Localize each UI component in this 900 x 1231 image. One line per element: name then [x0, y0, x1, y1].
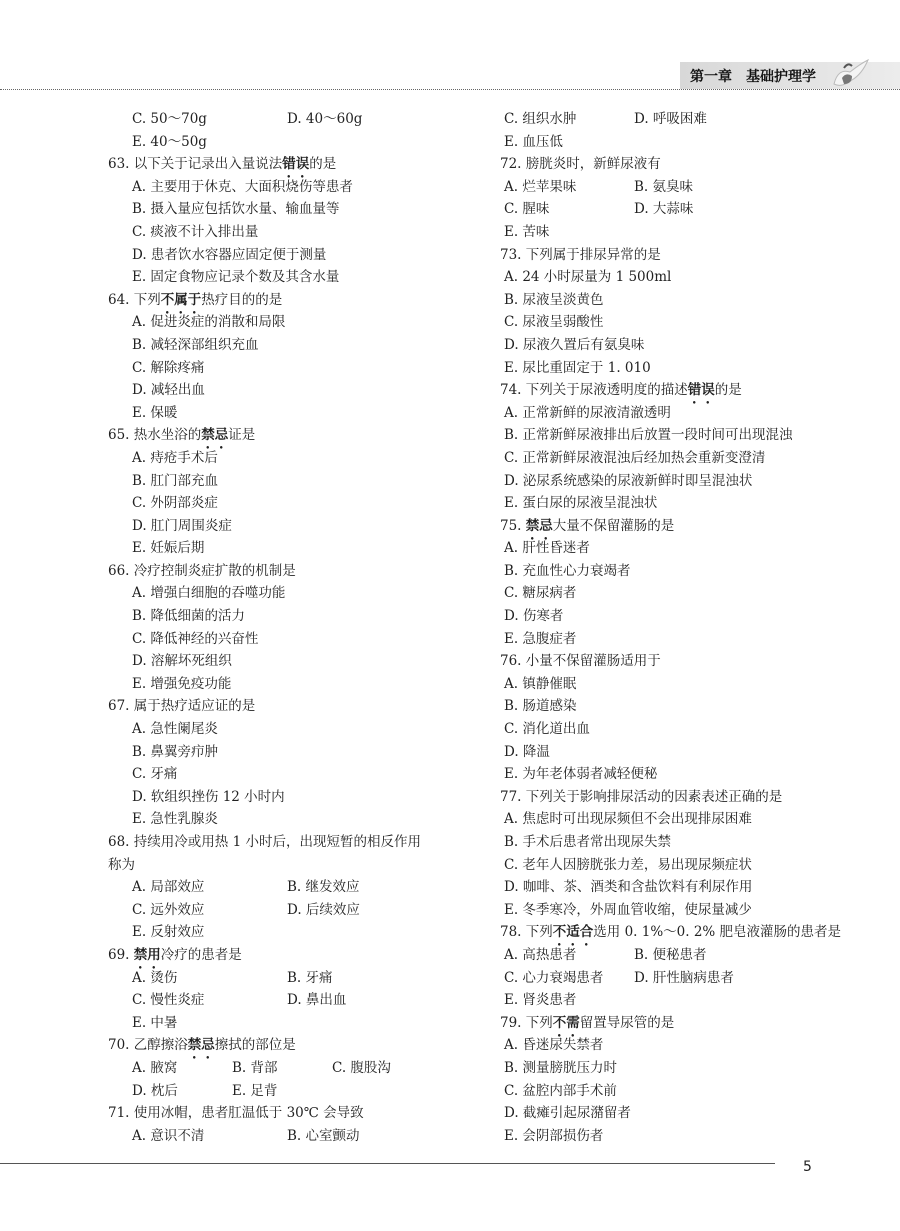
- answer-option: D. 枕后: [132, 1082, 178, 1099]
- question-emphasis: 禁忌: [201, 427, 229, 444]
- question-text: 膀胱炎时，新鲜尿液有: [525, 156, 661, 173]
- question: [108, 695, 478, 718]
- question: [500, 515, 870, 538]
- answer-option: C. 50～70g: [132, 111, 207, 127]
- footer-rule: [0, 1163, 775, 1164]
- option-row: [108, 967, 478, 990]
- answer-option: C. 盆腔内部手术前: [504, 1082, 617, 1099]
- option-row: [500, 221, 870, 244]
- answer-option: C. 远外效应: [132, 901, 205, 918]
- answer-option: A. 烫伤: [132, 969, 178, 986]
- question-number: 79.: [500, 1014, 522, 1031]
- option-row: [500, 176, 870, 199]
- option-row: [108, 899, 478, 922]
- option-row: [500, 108, 870, 131]
- question-number: 74.: [500, 382, 522, 399]
- option-row: [108, 515, 478, 538]
- question-emphasis: 禁用: [133, 946, 161, 963]
- option-row: [108, 334, 478, 357]
- answer-option: B. 肠道感染: [504, 698, 577, 715]
- option-row: [500, 582, 870, 605]
- answer-option: B. 尿液呈淡黄色: [504, 291, 604, 308]
- question-text: 持续用冷或用热 1 小时后，出现短暂的相反作用: [133, 834, 421, 850]
- answer-option: B. 继发效应: [287, 879, 360, 896]
- answer-option: C. 外阴部炎症: [132, 495, 218, 512]
- answer-option: D. 伤寒者: [504, 608, 564, 625]
- answer-option: D. 患者饮水容器应固定便于测量: [132, 246, 327, 263]
- question-text: 属于热疗适应证的是: [133, 698, 256, 715]
- answer-option: C. 正常新鲜尿液混浊后经加热会重新变澄清: [504, 449, 766, 466]
- option-row: [500, 967, 870, 990]
- option-row: [108, 786, 478, 809]
- answer-option: B. 鼻翼旁疖肿: [132, 743, 219, 760]
- option-row: [500, 447, 870, 470]
- option-row: [500, 628, 870, 651]
- answer-option: D. 鼻出血: [287, 992, 347, 1009]
- option-row: [500, 808, 870, 831]
- option-row: [108, 311, 478, 334]
- option-row: [500, 1080, 870, 1103]
- answer-option: E. 反射效应: [132, 924, 205, 941]
- answer-option: A. 肝性昏迷者: [504, 540, 590, 557]
- answer-option: B. 背部: [232, 1059, 278, 1076]
- question: [500, 786, 870, 809]
- answer-option: D. 截瘫引起尿潴留者: [504, 1105, 631, 1122]
- option-row: [108, 447, 478, 470]
- answer-option: D. 肛门周围炎症: [132, 517, 232, 534]
- answer-option: E. 急性乳腺炎: [132, 811, 218, 828]
- question-emphasis: 不需: [552, 1014, 580, 1031]
- question-text: 热水坐浴的: [133, 427, 202, 444]
- option-row: [500, 289, 870, 312]
- option-row: [500, 854, 870, 877]
- option-row: [108, 989, 478, 1012]
- question-text-end: 热疗目的的是: [201, 291, 283, 308]
- question-text: 小量不保留灌肠适用于: [525, 653, 661, 670]
- option-row: [108, 854, 478, 877]
- option-row: [108, 131, 478, 154]
- question-emphasis: 不属于: [160, 291, 202, 308]
- question-text-end: 擦拭的部位是: [214, 1037, 296, 1054]
- question-emphasis: 禁忌: [187, 1037, 215, 1054]
- question-text: 乙醇擦浴: [133, 1037, 188, 1054]
- option-row: [500, 1125, 870, 1148]
- option-row: [500, 492, 870, 515]
- answer-option: D. 尿液久置后有氨臭味: [504, 336, 645, 353]
- question-text: 以下关于记录出入量说法: [133, 156, 283, 173]
- option-row: [500, 1034, 870, 1057]
- question-number: 76.: [500, 653, 522, 670]
- question-emphasis: 错误: [687, 382, 715, 399]
- header-divider: [0, 89, 900, 90]
- answer-option: D. 溶解坏死组织: [132, 653, 232, 670]
- option-row: [500, 131, 870, 154]
- option-row: [500, 1102, 870, 1125]
- chapter-logo-icon: [830, 58, 870, 90]
- question: [108, 1102, 478, 1125]
- question-text-end: 留置导尿管的是: [579, 1014, 675, 1031]
- answer-option: A. 急性阑尾炎: [132, 721, 218, 738]
- answer-option: E. 增强免疫功能: [132, 675, 232, 692]
- answer-option: B. 正常新鲜尿液排出后放置一段时间可出现混浊: [504, 427, 793, 444]
- question: [500, 1012, 870, 1035]
- question-text: 下列: [525, 924, 553, 941]
- answer-option: E. 尿比重固定于 1. 010: [504, 359, 651, 376]
- answer-option: E. 蛋白尿的尿液呈混浊状: [504, 495, 658, 512]
- option-row: [500, 944, 870, 967]
- answer-option: D. 减轻出血: [132, 382, 205, 399]
- answer-option: A. 增强白细胞的吞噬功能: [132, 585, 286, 602]
- answer-option: B. 充血性心力衰竭者: [504, 562, 631, 579]
- option-row: [108, 492, 478, 515]
- answer-option: B. 减轻深部组织充血: [132, 336, 259, 353]
- option-row: [108, 876, 478, 899]
- question-number: 63.: [108, 156, 130, 173]
- question-number: 65.: [108, 427, 130, 444]
- answer-option: C. 慢性炎症: [132, 992, 205, 1009]
- option-row: [108, 176, 478, 199]
- question-text-continued: 称为: [108, 856, 135, 873]
- answer-option: C. 心力衰竭患者: [504, 969, 604, 986]
- chapter-title: 第一章 基础护理学: [690, 69, 816, 85]
- question-text: 下列: [133, 291, 161, 308]
- question-text-end: 大量不保留灌肠的是: [552, 517, 675, 534]
- answer-option: B. 便秘患者: [634, 946, 707, 963]
- question-emphasis: 禁忌: [525, 517, 553, 534]
- answer-option: A. 镇静催眠: [504, 675, 577, 692]
- question: [500, 244, 870, 267]
- question-text-end: 的是: [309, 156, 337, 173]
- question: [108, 289, 478, 312]
- answer-option: B. 摄入量应包括饮水量、输血量等: [132, 201, 340, 218]
- answer-option: A. 24 小时尿量为 1 500ml: [504, 269, 672, 286]
- option-row: [108, 1080, 478, 1103]
- option-row: [108, 808, 478, 831]
- right-column: [500, 108, 870, 1147]
- question: [108, 424, 478, 447]
- answer-option: E. 肾炎患者: [504, 992, 577, 1009]
- option-row: [500, 741, 870, 764]
- answer-option: A. 意识不清: [132, 1127, 205, 1144]
- question-number: 72.: [500, 156, 522, 173]
- question: [500, 921, 870, 944]
- option-row: [108, 921, 478, 944]
- answer-option: A. 促进炎症的消散和局限: [132, 314, 286, 331]
- question-number: 69.: [108, 946, 130, 963]
- answer-option: C. 腹股沟: [332, 1059, 391, 1076]
- answer-option: E. 血压低: [504, 133, 563, 150]
- option-row: [108, 198, 478, 221]
- question-number: 75.: [500, 517, 522, 534]
- answer-option: A. 烂苹果味: [504, 178, 577, 195]
- question: [108, 560, 478, 583]
- option-row: [500, 989, 870, 1012]
- answer-option: C. 牙痛: [132, 766, 178, 783]
- answer-option: A. 腋窝: [132, 1059, 178, 1076]
- answer-option: C. 腥味: [504, 201, 550, 218]
- option-row: [108, 537, 478, 560]
- option-row: [108, 357, 478, 380]
- answer-option: B. 测量膀胱压力时: [504, 1059, 618, 1076]
- option-row: [500, 198, 870, 221]
- option-row: [500, 876, 870, 899]
- answer-option: D. 泌尿系统感染的尿液新鲜时即呈混浊状: [504, 472, 753, 489]
- option-row: [500, 899, 870, 922]
- option-row: [500, 470, 870, 493]
- question-number: 77.: [500, 788, 522, 805]
- question: [500, 153, 870, 176]
- question-text: 下列: [525, 1014, 553, 1031]
- option-row: [500, 560, 870, 583]
- option-row: [500, 718, 870, 741]
- option-row: [108, 673, 478, 696]
- answer-option: D. 软组织挫伤 12 小时内: [132, 788, 285, 805]
- answer-option: D. 呼吸困难: [634, 111, 707, 127]
- answer-option: E. 40～50g: [132, 133, 207, 150]
- answer-option: C. 降低神经的兴奋性: [132, 630, 259, 647]
- answer-option: B. 氨臭味: [634, 178, 694, 195]
- question-text: 下列属于排尿异常的是: [525, 246, 661, 263]
- option-row: [500, 695, 870, 718]
- answer-option: B. 心室颤动: [287, 1127, 360, 1144]
- question-text: 使用冰帽，患者肛温低于 30℃ 会导致: [133, 1105, 364, 1122]
- answer-option: A. 痔疮手术后: [132, 449, 218, 466]
- question: [108, 831, 478, 854]
- option-row: [500, 1057, 870, 1080]
- answer-option: B. 牙痛: [287, 969, 333, 986]
- question-number: 68.: [108, 834, 130, 850]
- answer-option: C. 糖尿病者: [504, 585, 577, 602]
- option-row: [108, 650, 478, 673]
- answer-option: D. 大蒜味: [634, 201, 694, 218]
- answer-option: C. 消化道出血: [504, 721, 590, 738]
- option-row: [108, 1012, 478, 1035]
- option-row: [500, 763, 870, 786]
- option-row: [108, 244, 478, 267]
- answer-option: E. 冬季寒冷，外周血管收缩，使尿量减少: [504, 901, 752, 918]
- answer-option: B. 手术后患者常出现尿失禁: [504, 834, 672, 850]
- question-number: 78.: [500, 924, 522, 941]
- question: [108, 153, 478, 176]
- question-number: 64.: [108, 291, 130, 308]
- option-row: [108, 582, 478, 605]
- answer-option: A. 昏迷尿失禁者: [504, 1037, 604, 1054]
- answer-option: C. 老年人因膀胱张力差，易出现尿频症状: [504, 856, 752, 873]
- option-row: [500, 311, 870, 334]
- question-text-end: 冷疗的患者是: [160, 946, 242, 963]
- answer-option: E. 足背: [232, 1082, 278, 1099]
- question-number: 66.: [108, 562, 130, 579]
- option-row: [108, 605, 478, 628]
- question-emphasis: 不适合: [552, 924, 594, 941]
- answer-option: D. 40～60g: [287, 111, 363, 127]
- option-row: [500, 266, 870, 289]
- answer-option: C. 解除疼痛: [132, 359, 205, 376]
- question-number: 71.: [108, 1105, 130, 1122]
- answer-option: E. 急腹症者: [504, 630, 577, 647]
- answer-option: D. 后续效应: [287, 901, 360, 918]
- question-text-end: 的是: [714, 382, 742, 399]
- page-number: 5: [803, 1159, 812, 1175]
- option-row: [500, 424, 870, 447]
- option-row: [108, 718, 478, 741]
- option-row: [500, 357, 870, 380]
- option-row: [500, 402, 870, 425]
- option-row: [108, 741, 478, 764]
- option-row: [108, 379, 478, 402]
- answer-option: E. 苦味: [504, 223, 550, 240]
- answer-option: B. 肛门部充血: [132, 472, 219, 489]
- question-number: 70.: [108, 1037, 130, 1054]
- question-number: 67.: [108, 698, 130, 715]
- question-text: 冷疗控制炎症扩散的机制是: [133, 562, 296, 579]
- option-row: [500, 537, 870, 560]
- option-row: [108, 221, 478, 244]
- option-row: [500, 673, 870, 696]
- answer-option: E. 为年老体弱者减轻便秘: [504, 766, 658, 783]
- answer-option: A. 正常新鲜的尿液清澈透明: [504, 404, 671, 421]
- option-row: [500, 334, 870, 357]
- answer-option: D. 降温: [504, 743, 550, 760]
- answer-option: A. 高热患者: [504, 946, 577, 963]
- question: [108, 1034, 478, 1057]
- question: [108, 944, 478, 967]
- answer-option: E. 固定食物应记录个数及其含水量: [132, 269, 340, 286]
- answer-option: A. 主要用于休克、大面积烧伤等患者: [132, 178, 353, 195]
- question: [500, 650, 870, 673]
- option-row: [500, 605, 870, 628]
- question-text: 下列关于影响排尿活动的因素表述正确的是: [525, 788, 783, 805]
- option-row: [108, 628, 478, 651]
- option-row: [500, 831, 870, 854]
- left-column: [108, 108, 478, 1147]
- option-row: [108, 266, 478, 289]
- question: [500, 379, 870, 402]
- answer-option: E. 保暖: [132, 404, 178, 421]
- answer-option: E. 会阴部损伤者: [504, 1127, 604, 1144]
- answer-option: C. 组织水肿: [504, 111, 577, 127]
- option-row: [108, 1057, 478, 1080]
- answer-option: D. 肝性脑病患者: [634, 969, 734, 986]
- answer-option: A. 焦虑时可出现尿频但不会出现排尿困难: [504, 811, 752, 828]
- answer-option: B. 降低细菌的活力: [132, 608, 246, 625]
- option-row: [108, 108, 478, 131]
- question-text-end: 证是: [228, 427, 256, 444]
- option-row: [108, 402, 478, 425]
- answer-option: C. 痰液不计入排出量: [132, 223, 259, 240]
- question-number: 73.: [500, 246, 522, 263]
- question-text-end: 选用 0. 1%～0. 2% 肥皂液灌肠的患者是: [593, 924, 842, 941]
- answer-option: D. 咖啡、茶、酒类和含盐饮料有利尿作用: [504, 879, 753, 896]
- option-row: [108, 763, 478, 786]
- option-row: [108, 470, 478, 493]
- question-emphasis: 错误: [282, 156, 310, 173]
- answer-option: E. 妊娠后期: [132, 540, 205, 557]
- question-text: 下列关于尿液透明度的描述: [525, 382, 688, 399]
- option-row: [108, 1125, 478, 1148]
- answer-option: A. 局部效应: [132, 879, 205, 896]
- answer-option: C. 尿液呈弱酸性: [504, 314, 604, 331]
- answer-option: E. 中暑: [132, 1014, 178, 1031]
